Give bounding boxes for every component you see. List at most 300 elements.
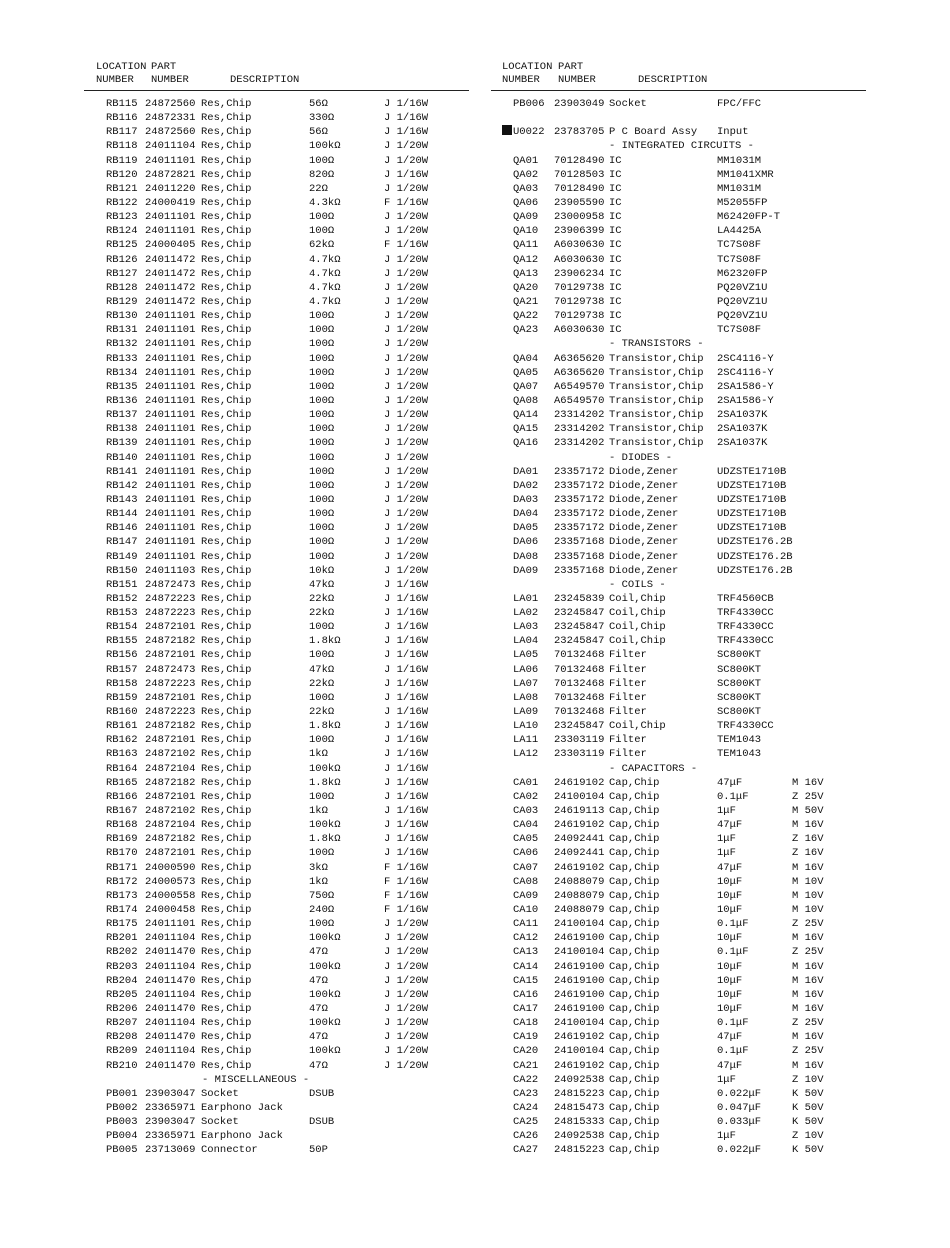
location-number: PB004 <box>106 1130 138 1143</box>
description: Res,Chip <box>201 578 252 591</box>
table-row <box>491 960 866 974</box>
rating-value: 820Ω <box>309 168 335 181</box>
location-number: RB115 <box>106 98 138 110</box>
tolerance-rating: M 16V <box>792 1031 824 1044</box>
part-number: 24011104 <box>145 960 196 973</box>
location-number: RB173 <box>106 889 138 902</box>
rating-value: 100kΩ <box>309 932 341 945</box>
table-row <box>84 253 469 267</box>
location-number: PB006 <box>513 98 545 110</box>
rating-value: 100Ω <box>309 508 335 521</box>
description: Cap,Chip <box>609 904 660 917</box>
description: Cap,Chip <box>609 1073 660 1086</box>
rating-value: FPC/FFC <box>717 98 762 110</box>
part-number: 24872223 <box>145 607 196 620</box>
part-number: 24011101 <box>145 352 196 365</box>
description: Res,Chip <box>201 182 252 195</box>
part-number: 24872182 <box>145 776 196 789</box>
part-number: 24092538 <box>554 1130 605 1143</box>
table-row <box>84 747 469 761</box>
table-row <box>491 352 866 366</box>
location-number: RB129 <box>106 295 138 308</box>
section-heading <box>491 451 866 465</box>
tolerance-rating: J 1/16W <box>384 126 429 139</box>
part-number: 24011101 <box>145 508 196 521</box>
table-row <box>84 125 469 139</box>
part-number: 24872223 <box>145 706 196 719</box>
description: Cap,Chip <box>609 1017 660 1030</box>
location-number: DA02 <box>513 479 539 492</box>
description: Res,Chip <box>201 734 252 747</box>
part-number: 24619102 <box>554 1059 605 1072</box>
description: Res,Chip <box>201 607 252 620</box>
tolerance-rating: M 16V <box>792 960 824 973</box>
location-number: CA02 <box>513 790 539 803</box>
location-number: CA26 <box>513 1130 539 1143</box>
tolerance-rating: J 1/16W <box>384 663 429 676</box>
description: IC <box>609 182 622 195</box>
table-row <box>491 1115 866 1129</box>
table-row <box>491 677 866 691</box>
rating-value: 47kΩ <box>309 663 335 676</box>
table-row <box>491 634 866 648</box>
table-row <box>84 451 469 465</box>
location-number: CA10 <box>513 904 539 917</box>
table-row <box>84 493 469 507</box>
location-number: CA19 <box>513 1031 539 1044</box>
part-number: 24011101 <box>145 437 196 450</box>
tolerance-rating: J 1/20W <box>384 522 429 535</box>
location-number: RB124 <box>106 225 138 238</box>
rating-value: 1μF <box>717 1130 736 1143</box>
part-number: 24872331 <box>145 112 196 125</box>
location-number: RB135 <box>106 380 138 393</box>
rating-value: 47Ω <box>309 974 328 987</box>
description: Cap,Chip <box>609 1031 660 1044</box>
description: Cap,Chip <box>609 1144 660 1157</box>
rating-value: TRF4560CB <box>717 592 774 605</box>
tolerance-rating: J 1/20W <box>384 366 429 379</box>
table-row <box>491 832 866 846</box>
description: IC <box>609 281 622 294</box>
location-number: RB205 <box>106 988 138 1001</box>
rating-value: 100kΩ <box>309 960 341 973</box>
part-number: 24000458 <box>145 904 196 917</box>
rating-value: 100Ω <box>309 550 335 563</box>
rating-value: 100Ω <box>309 790 335 803</box>
table-row <box>491 1016 866 1030</box>
location-number: RB154 <box>106 621 138 634</box>
rating-value: 4.7kΩ <box>309 253 341 266</box>
description: P C Board Assy <box>609 126 698 139</box>
part-number: 24872102 <box>145 748 196 761</box>
location-number: RB131 <box>106 324 138 337</box>
rating-value: 1.8kΩ <box>309 833 341 846</box>
tolerance-rating: M 16V <box>792 932 824 945</box>
part-number: 24619113 <box>554 805 605 818</box>
part-number: A6549570 <box>554 394 605 407</box>
location-number: CA16 <box>513 988 539 1001</box>
section-title: - CAPACITORS - <box>609 762 698 775</box>
location-number: RB209 <box>106 1045 138 1058</box>
rating-value: 47kΩ <box>309 578 335 591</box>
rating-value: PQ20VZ1U <box>717 295 768 308</box>
part-number: 24011101 <box>145 918 196 931</box>
location-number: RB201 <box>106 932 138 945</box>
description: Cap,Chip <box>609 1116 660 1129</box>
location-number: RB116 <box>106 112 138 125</box>
table-row <box>84 960 469 974</box>
rating-value: 4.3kΩ <box>309 196 341 209</box>
part-number: 24000405 <box>145 239 196 252</box>
description: Coil,Chip <box>609 635 666 648</box>
tolerance-rating: J 1/20W <box>384 1017 429 1030</box>
location-number: LA04 <box>513 635 539 648</box>
rating-value: DSUB <box>309 1087 335 1100</box>
part-number: 24092538 <box>554 1073 605 1086</box>
description: Res,Chip <box>201 112 252 125</box>
rating-value: 100kΩ <box>309 819 341 832</box>
description: Res,Chip <box>201 211 252 224</box>
description: Cap,Chip <box>609 1087 660 1100</box>
part-number: 24619102 <box>554 776 605 789</box>
rating-value: UDZSTE176.2B <box>717 550 793 563</box>
description: Res,Chip <box>201 1017 252 1030</box>
table-row <box>491 1044 866 1058</box>
location-number: CA13 <box>513 946 539 959</box>
part-number: 23245847 <box>554 720 605 733</box>
part-number-heading: PART NUMBER <box>558 61 596 86</box>
rating-value: 240Ω <box>309 904 335 917</box>
rating-value: 56Ω <box>309 126 328 139</box>
location-number: CA14 <box>513 960 539 973</box>
description: Res,Chip <box>201 239 252 252</box>
location-number: RB157 <box>106 663 138 676</box>
description: Res,Chip <box>201 635 252 648</box>
tolerance-rating: K 50V <box>792 1087 824 1100</box>
rating-value: 100Ω <box>309 225 335 238</box>
location-number: LA12 <box>513 748 539 761</box>
table-row <box>491 422 866 436</box>
location-number: RB158 <box>106 677 138 690</box>
table-row <box>491 846 866 860</box>
rating-value: 100Ω <box>309 479 335 492</box>
rating-value: 100Ω <box>309 324 335 337</box>
location-number: QA15 <box>513 423 539 436</box>
location-number: CA08 <box>513 875 539 888</box>
part-number: 24872182 <box>145 833 196 846</box>
table-row <box>84 1016 469 1030</box>
description: Cap,Chip <box>609 988 660 1001</box>
part-number: 24011101 <box>145 394 196 407</box>
tolerance-rating: F 1/16W <box>384 861 429 874</box>
description: Res,Chip <box>201 875 252 888</box>
description: Res,Chip <box>201 833 252 846</box>
tolerance-rating: J 1/20W <box>384 437 429 450</box>
location-number: RB140 <box>106 451 138 464</box>
description: IC <box>609 168 622 181</box>
tolerance-rating: K 50V <box>792 1101 824 1114</box>
rating-value: 100Ω <box>309 536 335 549</box>
rating-value: 47Ω <box>309 1003 328 1015</box>
description: Cap,Chip <box>609 918 660 931</box>
tolerance-rating: J 1/16W <box>384 819 429 832</box>
table-row <box>84 479 469 493</box>
description: Res,Chip <box>201 1059 252 1072</box>
part-number: 24619100 <box>554 1003 605 1015</box>
description: Res,Chip <box>201 889 252 902</box>
tolerance-rating: J 1/20W <box>384 1003 429 1015</box>
description: Res,Chip <box>201 960 252 973</box>
description: Res,Chip <box>201 493 252 506</box>
tolerance-rating: J 1/20W <box>384 409 429 422</box>
table-row <box>491 295 866 309</box>
tolerance-rating: K 50V <box>792 1144 824 1157</box>
table-row <box>84 832 469 846</box>
tolerance-rating: J 1/20W <box>384 182 429 195</box>
part-number: 24872473 <box>145 578 196 591</box>
tolerance-rating: J 1/20W <box>384 988 429 1001</box>
table-row <box>84 1044 469 1058</box>
description: Cap,Chip <box>609 875 660 888</box>
table-row <box>84 196 469 210</box>
table-row <box>84 408 469 422</box>
description: Res,Chip <box>201 338 252 351</box>
rating-value: 0.022μF <box>717 1144 762 1157</box>
tolerance-rating: J 1/16W <box>384 168 429 181</box>
part-number: 24011470 <box>145 1059 196 1072</box>
tolerance-rating: J 1/16W <box>384 706 429 719</box>
rating-value: 4.7kΩ <box>309 281 341 294</box>
description: Filter <box>609 663 647 676</box>
table-row <box>491 281 866 295</box>
rating-value: 2SC4116-Y <box>717 352 774 365</box>
tolerance-rating: J 1/16W <box>384 790 429 803</box>
rating-value: 100Ω <box>309 338 335 351</box>
location-number: CA03 <box>513 805 539 818</box>
section-title: - COILS - <box>609 578 666 591</box>
rating-value: UDZSTE1710B <box>717 465 787 478</box>
tolerance-rating: K 50V <box>792 1116 824 1129</box>
description: Res,Chip <box>201 437 252 450</box>
part-number: 24011101 <box>145 423 196 436</box>
description: IC <box>609 310 622 323</box>
location-number: QA14 <box>513 409 539 422</box>
location-number: RB159 <box>106 691 138 704</box>
location-number: RB121 <box>106 182 138 195</box>
description: Cap,Chip <box>609 946 660 959</box>
table-row <box>491 564 866 578</box>
part-number: 70128503 <box>554 168 605 181</box>
part-number: 24011104 <box>145 932 196 945</box>
rating-value: PQ20VZ1U <box>717 281 768 294</box>
tolerance-rating: M 16V <box>792 861 824 874</box>
location-number: CA07 <box>513 861 539 874</box>
description: Res,Chip <box>201 126 252 139</box>
rating-value: 2SA1586-Y <box>717 394 774 407</box>
table-row <box>84 663 469 677</box>
table-row <box>491 1002 866 1016</box>
section-heading <box>491 578 866 592</box>
table-row <box>84 182 469 196</box>
rating-value: M62420FP-T <box>717 211 781 224</box>
tolerance-rating: J 1/20W <box>384 479 429 492</box>
rating-value: 10μF <box>717 988 743 1001</box>
part-number: 23903049 <box>554 98 605 110</box>
table-row <box>491 691 866 705</box>
table-row <box>84 790 469 804</box>
rating-value: 100Ω <box>309 451 335 464</box>
location-number: RB169 <box>106 833 138 846</box>
section-title: - INTEGRATED CIRCUITS - <box>609 140 754 153</box>
part-number: 24815223 <box>554 1144 605 1157</box>
location-number: RB123 <box>106 211 138 224</box>
part-number: 24872223 <box>145 592 196 605</box>
tolerance-rating: J 1/20W <box>384 225 429 238</box>
rating-value: 2SC4116-Y <box>717 366 774 379</box>
table-row <box>84 550 469 564</box>
location-number: RB202 <box>106 946 138 959</box>
tolerance-rating: M 10V <box>792 904 824 917</box>
header-rule <box>84 90 469 91</box>
part-number: 24011104 <box>145 1045 196 1058</box>
description: Cap,Chip <box>609 960 660 973</box>
table-row <box>84 677 469 691</box>
location-number: QA23 <box>513 324 539 337</box>
table-row <box>84 889 469 903</box>
description: Socket <box>609 98 647 110</box>
description: IC <box>609 295 622 308</box>
rating-value: 0.047μF <box>717 1101 762 1114</box>
table-row <box>84 380 469 394</box>
tolerance-rating: J 1/16W <box>384 98 429 110</box>
rating-value: 10μF <box>717 904 743 917</box>
location-number: RB172 <box>106 875 138 888</box>
tolerance-rating: F 1/16W <box>384 904 429 917</box>
tolerance-rating: J 1/20W <box>384 960 429 973</box>
part-number: 24011104 <box>145 1017 196 1030</box>
rating-value: 100kΩ <box>309 140 341 153</box>
tolerance-rating: J 1/16W <box>384 592 429 605</box>
description: Res,Chip <box>201 649 252 662</box>
tolerance-rating: J 1/20W <box>384 394 429 407</box>
location-number: PB003 <box>106 1116 138 1129</box>
rating-value: 10μF <box>717 889 743 902</box>
description: Res,Chip <box>201 847 252 860</box>
location-number: CA23 <box>513 1087 539 1100</box>
location-number: RB171 <box>106 861 138 874</box>
table-row <box>84 861 469 875</box>
table-row <box>84 394 469 408</box>
description: Diode,Zener <box>609 465 679 478</box>
tolerance-rating: M 16V <box>792 776 824 789</box>
table-row <box>491 804 866 818</box>
location-number: QA20 <box>513 281 539 294</box>
rating-value: 100Ω <box>309 847 335 860</box>
rating-value: UDZSTE1710B <box>717 493 787 506</box>
table-row <box>491 253 866 267</box>
table-row <box>84 606 469 620</box>
rating-value: 100Ω <box>309 918 335 931</box>
rating-value: 1kΩ <box>309 805 328 818</box>
table-row <box>491 154 866 168</box>
table-row <box>491 366 866 380</box>
table-row <box>84 267 469 281</box>
description: Transistor,Chip <box>609 352 704 365</box>
tolerance-rating: Z 25V <box>792 918 824 931</box>
description: Res,Chip <box>201 706 252 719</box>
table-row <box>491 408 866 422</box>
table-row <box>491 705 866 719</box>
location-number: QA11 <box>513 239 539 252</box>
table-row <box>491 309 866 323</box>
marker-square <box>502 125 512 135</box>
rating-value: 100Ω <box>309 310 335 323</box>
table-row <box>491 238 866 252</box>
rating-value: 100Ω <box>309 691 335 704</box>
part-number: 24619102 <box>554 1031 605 1044</box>
description: Cap,Chip <box>609 819 660 832</box>
rating-value: 1kΩ <box>309 875 328 888</box>
description: Res,Chip <box>201 423 252 436</box>
rating-value: 22kΩ <box>309 706 335 719</box>
rating-value: TEM1043 <box>717 734 762 747</box>
location-number: RB120 <box>106 168 138 181</box>
part-number: 24088079 <box>554 889 605 902</box>
rating-value: 10μF <box>717 960 743 973</box>
part-number: 24011472 <box>145 267 196 280</box>
part-number: 24872223 <box>145 677 196 690</box>
rating-value: 2SA1037K <box>717 423 768 436</box>
part-number: 24619102 <box>554 819 605 832</box>
description: Res,Chip <box>201 974 252 987</box>
description: Res,Chip <box>201 663 252 676</box>
location-number: QA08 <box>513 394 539 407</box>
location-number: CA12 <box>513 932 539 945</box>
table-row <box>84 535 469 549</box>
part-number: 24872182 <box>145 720 196 733</box>
part-number: 24100104 <box>554 918 605 931</box>
description: IC <box>609 239 622 252</box>
location-number: RB152 <box>106 592 138 605</box>
rating-value: UDZSTE1710B <box>717 522 787 535</box>
part-number: 23314202 <box>554 409 605 422</box>
location-number: RB163 <box>106 748 138 761</box>
description: Diode,Zener <box>609 564 679 577</box>
rating-value: 0.1μF <box>717 1017 749 1030</box>
rating-value: UDZSTE176.2B <box>717 536 793 549</box>
description: Res,Chip <box>201 918 252 931</box>
description: Cap,Chip <box>609 1003 660 1015</box>
description: Res,Chip <box>201 677 252 690</box>
tolerance-rating: J 1/20W <box>384 465 429 478</box>
tolerance-rating: J 1/20W <box>384 310 429 323</box>
description: Res,Chip <box>201 762 252 775</box>
tolerance-rating: J 1/20W <box>384 423 429 436</box>
location-number: QA16 <box>513 437 539 450</box>
location-number: RB150 <box>106 564 138 577</box>
description: Coil,Chip <box>609 720 666 733</box>
table-row <box>84 139 469 153</box>
rating-value: 100kΩ <box>309 1017 341 1030</box>
description: Diode,Zener <box>609 550 679 563</box>
rating-value: 100Ω <box>309 493 335 506</box>
description: Coil,Chip <box>609 621 666 634</box>
table-row <box>491 535 866 549</box>
part-number: 24619100 <box>554 960 605 973</box>
part-number: 24815473 <box>554 1101 605 1114</box>
description: Diode,Zener <box>609 508 679 521</box>
